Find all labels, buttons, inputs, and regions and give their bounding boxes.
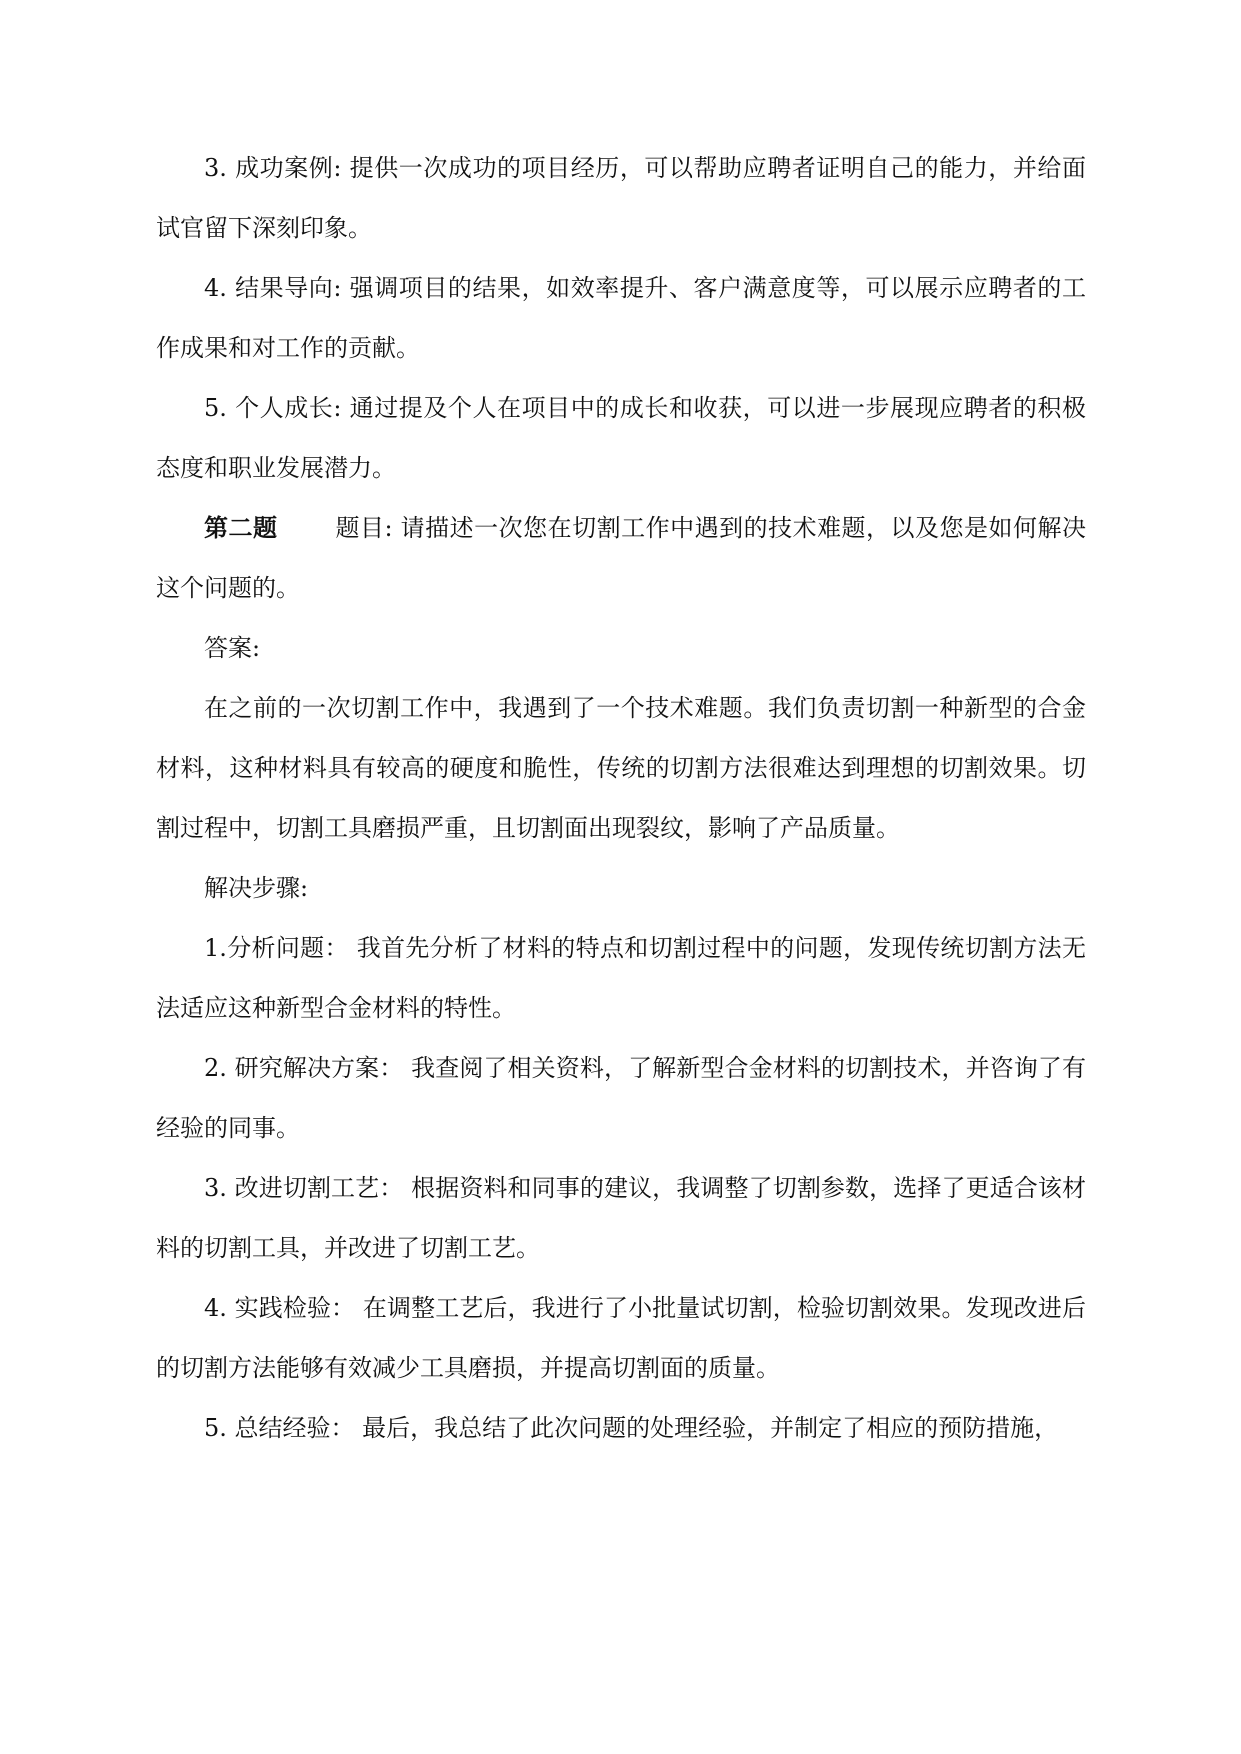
- answer-label: 答案:: [204, 634, 261, 662]
- question-paragraph: [156, 498, 1086, 618]
- step-improve-process: 3. 改进切割工艺： 根据资料和同事的建议，我调整了切割参数，选择了更适合该材料的切割工具，并改进了切割工艺。: [156, 1174, 1086, 1262]
- paragraph-personal-growth: 5. 个人成长: 通过提及个人在项目中的成长和收获，可以进一步展现应聘者的积极态度和职业发展潜力。: [156, 394, 1086, 482]
- paragraph-success-case: 3. 成功案例: 提供一次成功的项目经历，可以帮助应聘者证明自己的能力，并给面试官留下深刻印象。: [156, 154, 1086, 242]
- step-research-solution: 2. 研究解决方案： 我查阅了相关资料，了解新型合金材料的切割技术，并咨询了有经验的同事。: [156, 1054, 1086, 1142]
- document-body: [156, 138, 1086, 1458]
- answer-paragraph: 在之前的一次切割工作中，我遇到了一个技术难题。我们负责切割一种新型的合金材料，这种材料具有较高的硬度和脆性，传统的切割方法很难达到理想的切割效果。切割过程中，切割工具磨损严重，且切割面出现裂纹，影响了产品质量。: [156, 694, 1086, 842]
- question-text: 题目: 请描述一次您在切割工作中遇到的技术难题，以及您是如何解决这个问题的。: [156, 514, 1086, 602]
- steps-label: 解决步骤:: [204, 874, 309, 902]
- step-summarize-experience: 5. 总结经验： 最后，我总结了此次问题的处理经验，并制定了相应的预防措施，: [204, 1414, 1059, 1442]
- step-practice-test: 4. 实践检验： 在调整工艺后，我进行了小批量试切割，检验切割效果。发现改进后的切割方法能够有效减少工具磨损，并提高切割面的质量。: [156, 1294, 1086, 1382]
- paragraph-result-oriented: 4. 结果导向: 强调项目的结果，如效率提升、客户满意度等，可以展示应聘者的工作成果和对工作的贡献。: [156, 274, 1086, 362]
- step-analyze-problem: 1.分析问题： 我首先分析了材料的特点和切割过程中的问题，发现传统切割方法无法适应这种新型合金材料的特性。: [156, 934, 1086, 1022]
- question-heading: 第二题: [204, 513, 278, 542]
